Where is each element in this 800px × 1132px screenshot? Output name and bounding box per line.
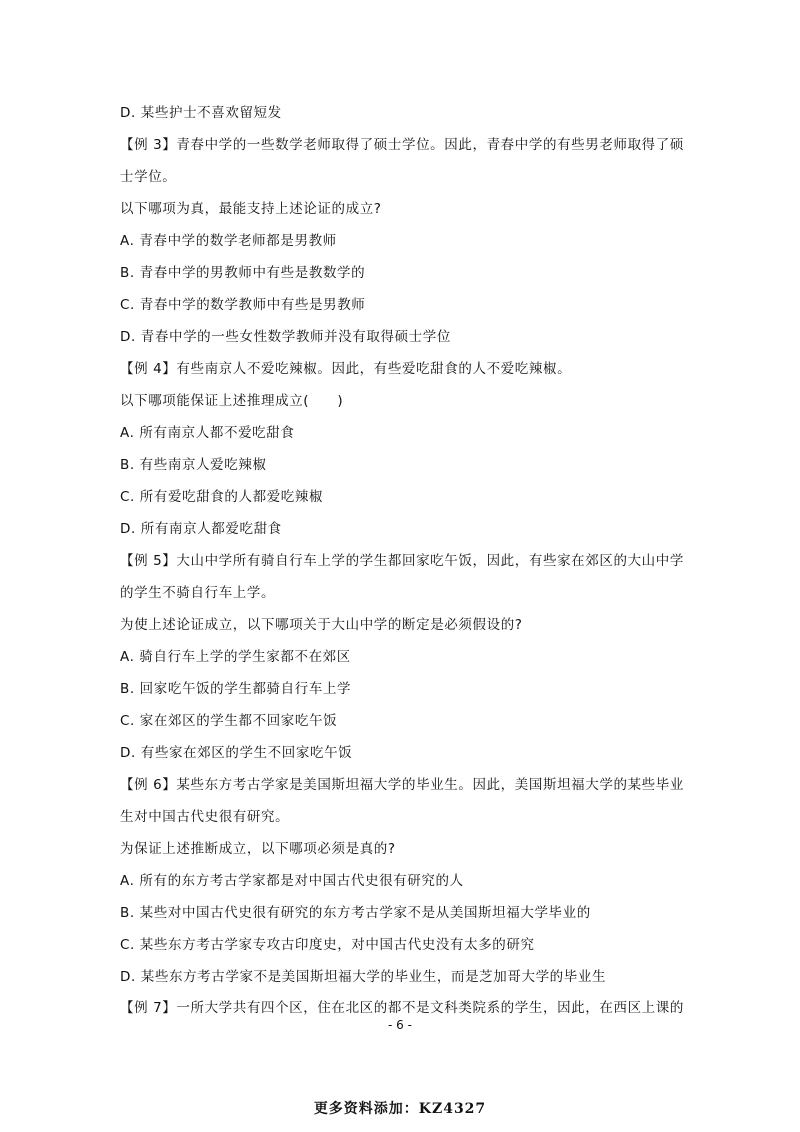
- text-line: D. 某些东方考古学家不是美国斯坦福大学的毕业生，而是芝加哥大学的毕业生: [120, 969, 607, 985]
- text-line: 生对中国古代史很有研究。: [120, 809, 290, 825]
- footer-note: 更多资料添加：KZ4327: [313, 1101, 487, 1117]
- text-line: B. 青春中学的男教师中有些是教数学的: [120, 265, 366, 281]
- text-line: B. 有些南京人爱吃辣椒: [120, 457, 267, 473]
- text-line: C. 家在郊区的学生都不回家吃午饭: [120, 713, 338, 729]
- text-line: A. 所有的东方考古学家都是对中国古代史很有研究的人: [120, 873, 464, 889]
- text-line: 为使上述论证成立，以下哪项关于大山中学的断定是必须假设的?: [120, 617, 523, 633]
- text-line: B. 回家吃午饭的学生都骑自行车上学: [120, 681, 352, 697]
- text-line: A. 骑自行车上学的学生家都不在郊区: [120, 649, 351, 665]
- page-number: - 6 -: [388, 1018, 412, 1032]
- text-line: D. 所有南京人都爱吃甜食: [120, 521, 282, 537]
- text-line: C. 某些东方考古学家专攻古印度史，对中国古代史没有太多的研究: [120, 937, 535, 953]
- text-line: D. 某些护士不喜欢留短发: [120, 105, 282, 121]
- text-line: 【例 6】某些东方考古学家是美国斯坦福大学的毕业生。因此，美国斯坦福大学的某些毕业: [120, 777, 684, 793]
- text-line: 以下哪项能保证上述推理成立( ): [120, 393, 344, 409]
- text-line: 【例 7】一所大学共有四个区，住在北区的都不是文科类院系的学生，因此，在西区上课的: [120, 1000, 684, 1016]
- text-line: 为保证上述推断成立，以下哪项必须是真的?: [120, 841, 396, 857]
- text-line: C. 所有爱吃甜食的人都爱吃辣椒: [120, 489, 324, 505]
- text-line: D. 青春中学的一些女性数学教师并没有取得硕士学位: [120, 329, 451, 345]
- text-line: C. 青春中学的数学教师中有些是男教师: [120, 297, 366, 313]
- text-line: D. 有些家在郊区的学生不回家吃午饭: [120, 745, 353, 761]
- text-line: 的学生不骑自行车上学。: [120, 585, 276, 601]
- text-line: 【例 5】大山中学所有骑自行车上学的学生都回家吃午饭，因此，有些家在郊区的大山中学: [120, 553, 684, 569]
- text-line: B. 某些对中国古代史很有研究的东方考古学家不是从美国斯坦福大学毕业的: [120, 905, 591, 921]
- text-line: 士学位。: [120, 169, 177, 185]
- text-line: 【例 4】有些南京人不爱吃辣椒。因此，有些爱吃甜食的人不爱吃辣椒。: [120, 361, 572, 377]
- text-line: 【例 3】青春中学的一些数学老师取得了硕士学位。因此，青春中学的有些男老师取得了硕: [120, 137, 684, 153]
- text-line: A. 所有南京人都不爱吃甜食: [120, 425, 295, 441]
- text-line: A. 青春中学的数学老师都是男教师: [120, 233, 337, 249]
- text-line: 以下哪项为真，最能支持上述论证的成立?: [120, 201, 382, 217]
